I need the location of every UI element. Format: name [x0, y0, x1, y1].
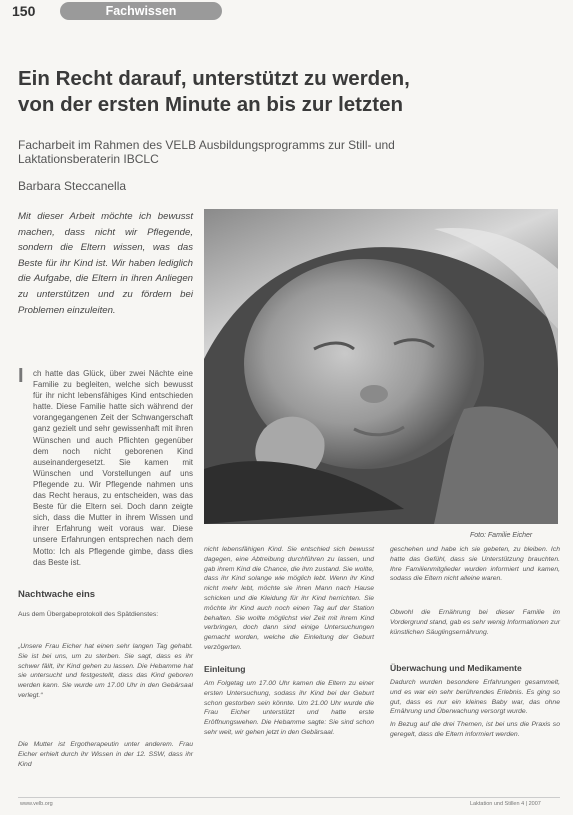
column-1-paragraph-c: Die Mutter ist Ergotherapeutin unter anderem. Frau Eicher erhielt durch ihr Wissen in der 12. SSW, dass ihr Kind — [18, 741, 193, 768]
page-number: 150 — [12, 3, 36, 19]
column-2-paragraph-b: Am Folgetag um 17.00 Uhr kamen die Eltern zu einer ersten Untersuchung, sodass ihr Kind bei der Geburt schon gestorben sein könnte. Um 21.00 Uhr wurde die Frau Eicher unterstützt und hatte erste Eröffnungswehen. Die Hebamme sagte: Sie sind schon sehr weit, wir gehen jetzt in den Gebärsaal. — [204, 680, 374, 736]
article-title — [18, 66, 563, 118]
column-1-paragraph-a: Aus dem Übergabeprotokoll des Spätdienstes: — [18, 611, 159, 618]
column-3-paragraph-a: geschehen und habe ich sie gebeten, zu bleiben. Ich hatte das Gefühl, dass sie Unterstützung brauchten. Ihre Familienmitglieder wurden informiert und kamen, sodass die Eltern nicht alleine waren. — [390, 546, 560, 583]
article-subtitle: Facharbeit im Rahmen des VELB Ausbildungsprogramms zur Still- und Laktationsberaterin IBCLC — [18, 138, 395, 166]
subheading-ueberwachung: Überwachung und Medikamente — [390, 663, 522, 673]
sleeping-baby-photo — [204, 209, 558, 524]
title-line-2: von der ersten Minute an bis zur letzten — [18, 93, 404, 116]
column-3-paragraph-d: In Bezug auf die drei Themen, ist bei uns die Praxis so geregelt, dass die Eltern informiert werden. — [390, 721, 560, 738]
photo-credit: Foto: Familie Eicher — [470, 532, 533, 539]
column-2-paragraph-a: nicht lebensfähigen Kind. Sie entschied sich bewusst dagegen, eine Abtreibung durchführen zu lassen, und gab ihrem Kind die Chance, die ihm zustand. Sie wollte, dass ihr Kind solange wie möglich lebt. Wenn ihr Kind nicht mehr lebt, möchte sie ihren Mann nach Hause schicken und die Kleidung für ihr Kind herrichten. Sie möchte ihr Kind auch noch einen Tag auf der Station behalten. Sie wollte möglichst viel Zeit mit ihrem Kind verbringen, doch dann sind einige Untersuchungen gemacht worden, welche die Einleitung der Geburt verzögerten. — [204, 546, 374, 651]
section-label: Fachwissen — [60, 2, 222, 20]
subheading-einleitung: Einleitung — [204, 664, 246, 674]
footer-divider — [18, 797, 560, 798]
article-photo — [204, 209, 558, 524]
footer-issue: Laktation und Stillen 4 | 2007 — [470, 801, 541, 807]
column-3-paragraph-b: Obwohl die Ernährung bei dieser Familie im Vordergrund stand, gab es sehr wenig Informationen zur künstlichen Säuglingsernährung. — [390, 609, 560, 636]
intro-paragraph: Mit dieser Arbeit möchte ich bewusst machen, dass nicht wir Pflegende, sondern die Eltern wissen, was das Beste für ihr Kind ist. Wir haben lediglich die Aufgabe, die Eltern in ihren Anliegen zu unterstützen und zu fördern bei Problemen einzuleiten. — [18, 211, 193, 316]
drop-cap: I — [18, 365, 24, 387]
body-paragraph-1: ch hatte das Glück, über zwei Nächte eine Familie zu begleiten, welche sich bewusst für ihr nicht lebensfähiges Kind entschieden hatte. Diese Familie hatte sich während der vorangegangenen Zeit der Schwangerschaft ganz gezielt und sehr gewissenhaft mit ihren Wünschen und auch Pflichten gegenüber dem noch nicht geborenen Kind auseinandergesetzt. Sie kamen mit Wünschen und Vorstellungen auf uns Pflegende zu. Wir Pflegende nahmen uns das Recht heraus, zu entscheiden, was das Beste für die Eltern sei. Doch dann zeigte sich, dass die Mutter in ihrem Wissen und ihrer Erfahrung weit voraus war. Diese unsere Erfahrungen entsprechen nach dem Motto: Ich als Pflegende gimbe, dass dies das Beste ist. — [33, 369, 193, 567]
subheading-nachtwache: Nachtwache eins — [18, 589, 96, 600]
column-3-paragraph-c: Dadurch wurden besondere Erfahrungen gesammelt, und es war ein sehr berührendes Erlebnis. Es ging so gut, dass es nur ein kleines Baby war, das ohne Ernährung und Überwachung versorgt wurde. — [390, 679, 560, 716]
article-author: Barbara Steccanella — [18, 179, 127, 193]
footer-website: www.velb.org — [20, 801, 53, 807]
title-line-1: Ein Recht darauf, unterstützt zu werden, — [18, 67, 410, 90]
column-1-quote: „Unsere Frau Eicher hat einen sehr langen Tag gehabt. Sie ist bei uns, um zu sterben. Sie sagt, dass es ihr schwer fällt, ihr Kind gehen zu lassen. Die Hebamme hat sie untersucht und festgestellt, dass das Kind geboren werden kann. Sie wurde um 17.00 Uhr in den Gebärsaal verlegt.“ — [18, 643, 193, 699]
